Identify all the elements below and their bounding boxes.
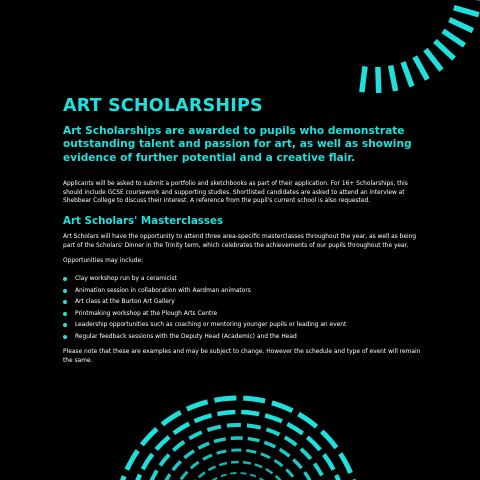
decorative-ring xyxy=(103,385,373,480)
intro-paragraph: Applicants will be asked to submit a portfolio and sketchbooks as part of their application. For 16+ Scholarships, this should include GCSE coursework and supporting studies. Shortlisted candidates are asked to attend an interview at Shebbear College to discuss their interest. A reference from the pupil's current school is also requested. xyxy=(63,180,408,205)
bullet-icon xyxy=(63,300,67,304)
bullet-icon xyxy=(63,335,67,339)
bullet-icon xyxy=(63,277,67,281)
bullet-icon xyxy=(63,289,67,293)
masterclasses-heading: Art Scholars' Masterclasses xyxy=(63,215,224,227)
masterclasses-paragraph: Art Scholars will have the opportunity to attend three area-specific masterclasses throughout the year, as well as being part of the Scholars' Dinner in the Trinity term, which celebrates the achievements of our pupils throughout the year. xyxy=(63,234,417,249)
opportunities-list xyxy=(63,275,421,341)
document-body xyxy=(63,96,421,365)
lead-paragraph: Art Scholarships are awarded to pupils who demonstrate outstanding talent and passion for art, as well as showing evidence of further potential and a creative flair. xyxy=(63,125,412,164)
list-item: Printmaking workshop at the Plough Arts Centre xyxy=(63,310,421,318)
list-item: Clay workshop run by a ceramicist xyxy=(63,275,421,283)
disclaimer-note: Please note that these are examples and may be subject to change. However the schedule and type of event will remain the same. xyxy=(63,348,421,364)
list-item: Regular feedback sessions with the Deputy Head (Academic) and the Head xyxy=(63,333,421,341)
list-item: Art class at the Burton Art Gallery xyxy=(63,298,421,306)
page-title: ART SCHOLARSHIPS xyxy=(63,96,263,116)
list-item: Leadership opportunities such as coaching or mentoring younger pupils or leading an event xyxy=(63,321,421,329)
bullet-icon xyxy=(63,323,67,327)
list-item: Animation session in collaboration with Aardman animators xyxy=(63,287,421,295)
decorative-ring xyxy=(175,457,301,480)
bullet-icon xyxy=(63,312,67,316)
opportunities-label: Opportunities may include: xyxy=(63,258,144,265)
